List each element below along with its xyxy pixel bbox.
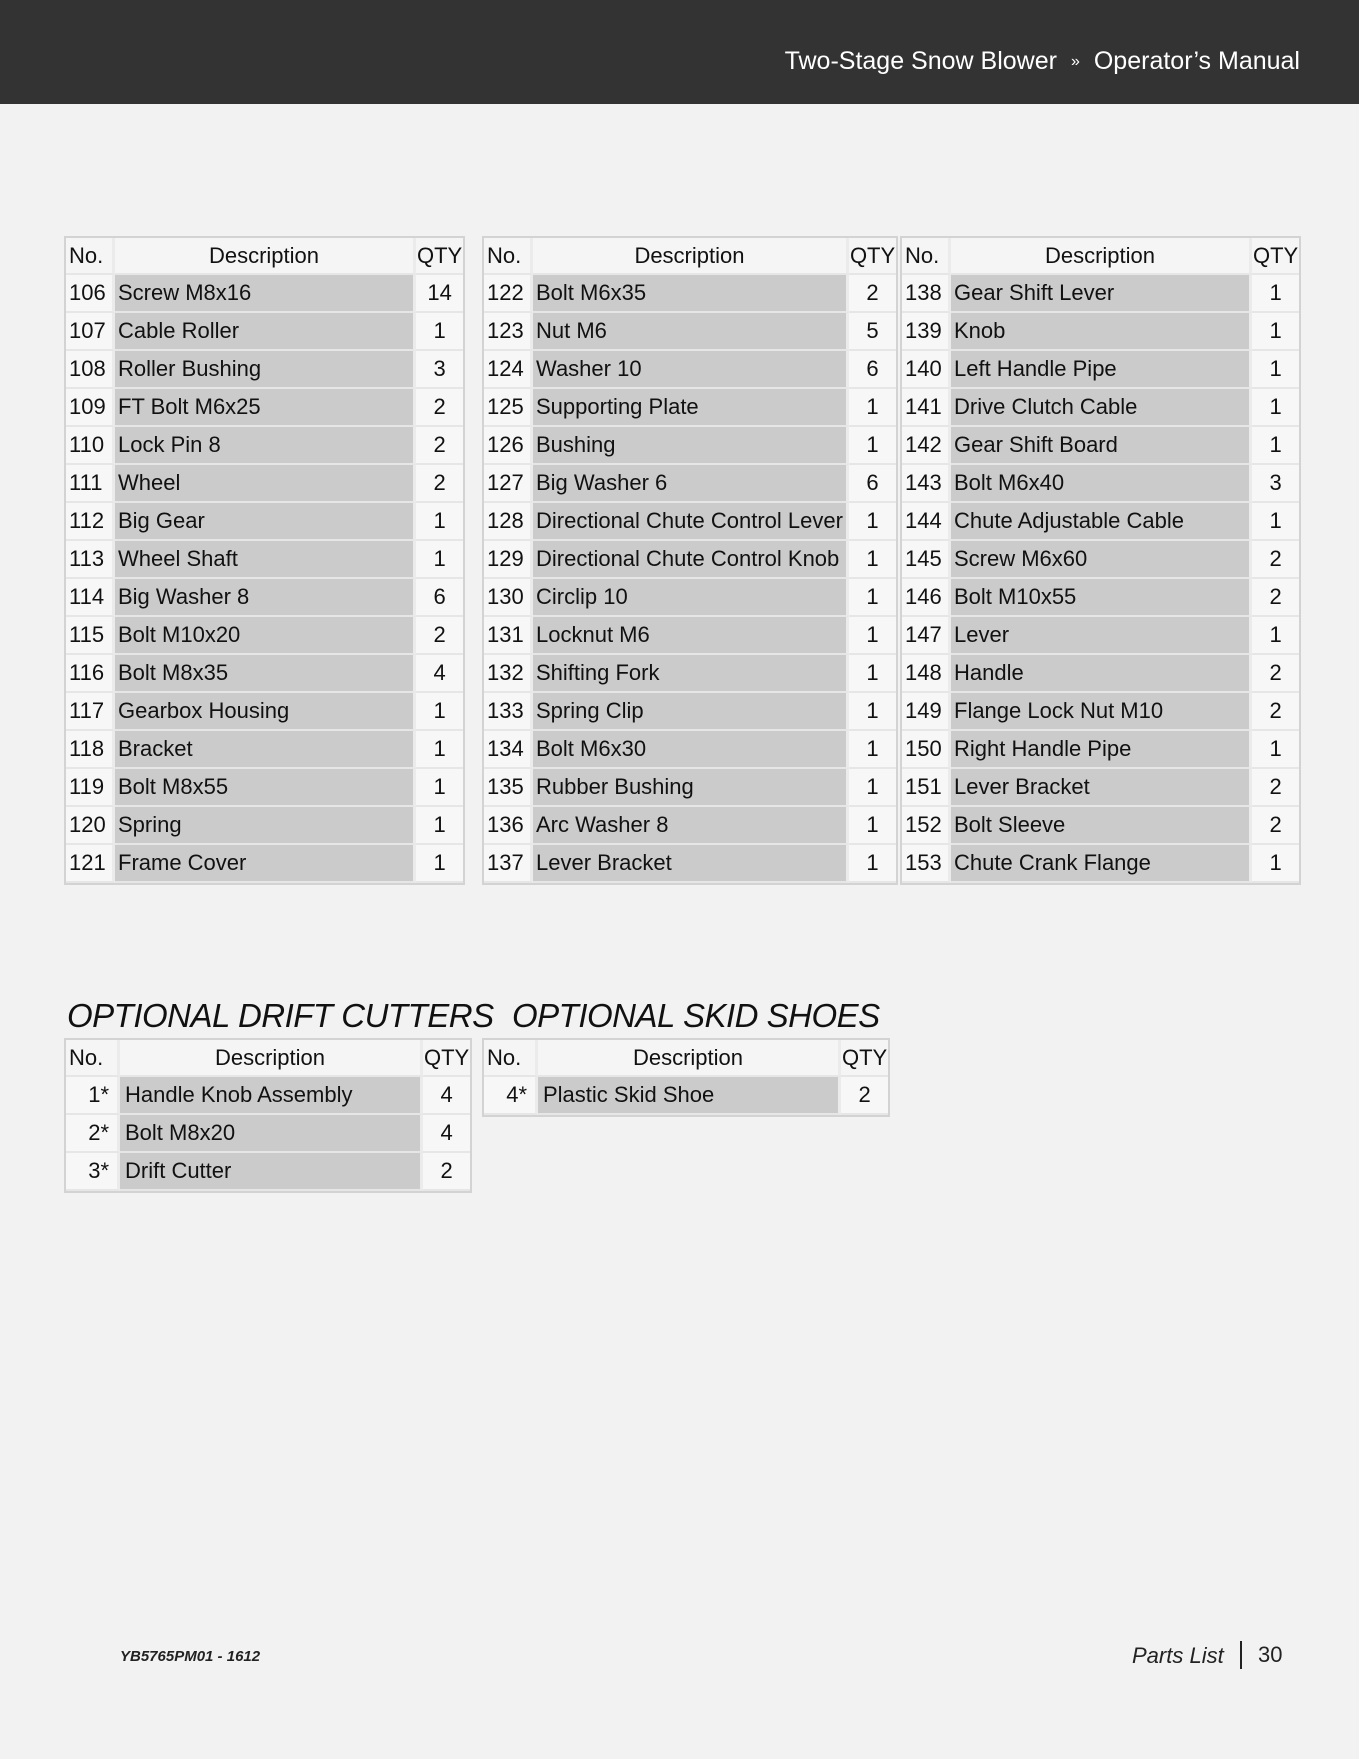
table-row (902, 427, 1299, 465)
part-number: 118 (66, 731, 115, 769)
part-number: 131 (484, 617, 533, 655)
part-number: 117 (66, 693, 115, 731)
part-description: Plastic Skid Shoe (538, 1077, 841, 1115)
part-number: 110 (66, 427, 115, 465)
part-description: Nut M6 (533, 313, 849, 351)
part-description: Drift Cutter (120, 1153, 423, 1191)
part-quantity: 2 (1252, 541, 1299, 579)
table-row (902, 693, 1299, 731)
part-quantity: 2 (1252, 655, 1299, 693)
page-header (0, 0, 1363, 104)
part-description: Arc Washer 8 (533, 807, 849, 845)
part-description: Bolt M10x55 (951, 579, 1252, 617)
skid-shoes-title: OPTIONAL SKID SHOES (512, 997, 880, 1034)
table-row (902, 541, 1299, 579)
part-number: 132 (484, 655, 533, 693)
header-qty: QTY (841, 1040, 888, 1077)
page-number: 30 (1258, 1642, 1283, 1667)
part-description: Handle (951, 655, 1252, 693)
part-description: Bolt M6x35 (533, 275, 849, 313)
part-quantity: 1 (416, 731, 463, 769)
part-quantity: 1 (1252, 427, 1299, 465)
part-quantity: 1 (416, 845, 463, 883)
part-description: Rubber Bushing (533, 769, 849, 807)
part-quantity: 1 (416, 693, 463, 731)
table-row (902, 769, 1299, 807)
table-row (484, 465, 896, 503)
table-row (902, 389, 1299, 427)
table-row (484, 579, 896, 617)
table-row (66, 465, 463, 503)
part-number: 128 (484, 503, 533, 541)
table-row (902, 845, 1299, 883)
table-row (902, 617, 1299, 655)
part-number: 115 (66, 617, 115, 655)
part-number: 130 (484, 579, 533, 617)
part-quantity: 1 (1252, 313, 1299, 351)
part-number: 129 (484, 541, 533, 579)
part-quantity: 1 (1252, 731, 1299, 769)
table-row (902, 465, 1299, 503)
part-description: Bolt M6x30 (533, 731, 849, 769)
part-description: Wheel (115, 465, 416, 503)
part-description: Chute Adjustable Cable (951, 503, 1252, 541)
header-description: Description (115, 238, 416, 275)
header-title (785, 47, 1300, 76)
part-number: 3* (66, 1153, 120, 1191)
part-number: 111 (66, 465, 115, 503)
part-quantity: 1 (1252, 845, 1299, 883)
part-number: 133 (484, 693, 533, 731)
table-header-row (902, 238, 1299, 275)
part-quantity: 1 (416, 503, 463, 541)
part-description: Spring (115, 807, 416, 845)
part-description: Wheel Shaft (115, 541, 416, 579)
part-description: Washer 10 (533, 351, 849, 389)
part-quantity: 1 (416, 313, 463, 351)
skid-shoes-table (482, 1038, 890, 1117)
header-manual: Operator’s Manual (1093, 47, 1300, 75)
table-row (66, 313, 463, 351)
table-row (66, 1153, 470, 1191)
part-description: Bolt M8x35 (115, 655, 416, 693)
header-no: No. (66, 1040, 120, 1077)
part-quantity: 1 (849, 731, 896, 769)
table-row (66, 389, 463, 427)
table-row (902, 313, 1299, 351)
part-number: 135 (484, 769, 533, 807)
table-row (484, 655, 896, 693)
table-row (66, 617, 463, 655)
part-description: Lever Bracket (533, 845, 849, 883)
part-number: 153 (902, 845, 951, 883)
part-quantity: 4 (423, 1077, 470, 1115)
part-quantity: 4 (423, 1115, 470, 1153)
part-description: Directional Chute Control Lever (533, 503, 849, 541)
part-number: 107 (66, 313, 115, 351)
part-number: 134 (484, 731, 533, 769)
part-quantity: 2 (416, 389, 463, 427)
table-row (902, 351, 1299, 389)
part-description: Cable Roller (115, 313, 416, 351)
part-description: Bracket (115, 731, 416, 769)
part-quantity: 4 (416, 655, 463, 693)
header-description: Description (533, 238, 849, 275)
header-qty: QTY (849, 238, 896, 275)
part-quantity: 1 (849, 693, 896, 731)
part-quantity: 5 (849, 313, 896, 351)
part-description: Gearbox Housing (115, 693, 416, 731)
part-number: 147 (902, 617, 951, 655)
part-quantity: 1 (849, 503, 896, 541)
table-row (66, 503, 463, 541)
part-quantity: 6 (849, 351, 896, 389)
header-product: Two-Stage Snow Blower (784, 47, 1057, 75)
part-number: 137 (484, 845, 533, 883)
table-row (484, 503, 896, 541)
part-description: Roller Bushing (115, 351, 416, 389)
part-quantity: 2 (841, 1077, 888, 1115)
part-description: Screw M6x60 (951, 541, 1252, 579)
drift-cutters-title: OPTIONAL DRIFT CUTTERS (67, 997, 494, 1034)
header-no: No. (902, 238, 951, 275)
table-row (902, 731, 1299, 769)
header-no: No. (484, 238, 533, 275)
table-row (484, 275, 896, 313)
parts-table-2 (482, 236, 898, 885)
part-description: Big Washer 8 (115, 579, 416, 617)
part-number: 150 (902, 731, 951, 769)
table-row (902, 503, 1299, 541)
table-header-row (66, 238, 463, 275)
table-row (66, 655, 463, 693)
part-quantity: 1 (849, 655, 896, 693)
part-number: 109 (66, 389, 115, 427)
part-description: Circlip 10 (533, 579, 849, 617)
part-number: 145 (902, 541, 951, 579)
part-number: 142 (902, 427, 951, 465)
part-number: 114 (66, 579, 115, 617)
drift-cutters-table (64, 1038, 472, 1193)
part-quantity: 14 (416, 275, 463, 313)
part-number: 151 (902, 769, 951, 807)
part-description: Flange Lock Nut M10 (951, 693, 1252, 731)
part-quantity: 1 (849, 389, 896, 427)
part-quantity: 1 (849, 579, 896, 617)
table-row (66, 1077, 470, 1115)
part-description: Bolt M8x55 (115, 769, 416, 807)
part-number: 126 (484, 427, 533, 465)
part-description: Frame Cover (115, 845, 416, 883)
part-number: 143 (902, 465, 951, 503)
part-description: Knob (951, 313, 1252, 351)
part-quantity: 1 (416, 807, 463, 845)
part-number: 125 (484, 389, 533, 427)
table-row (902, 275, 1299, 313)
table-row (484, 389, 896, 427)
part-quantity: 2 (423, 1153, 470, 1191)
part-number: 148 (902, 655, 951, 693)
part-number: 139 (902, 313, 951, 351)
table-row (66, 731, 463, 769)
parts-table-1 (64, 236, 465, 885)
part-quantity: 1 (849, 427, 896, 465)
part-number: 140 (902, 351, 951, 389)
part-description: Big Washer 6 (533, 465, 849, 503)
part-quantity: 1 (1252, 351, 1299, 389)
part-description: Bolt M10x20 (115, 617, 416, 655)
part-number: 123 (484, 313, 533, 351)
part-quantity: 1 (416, 541, 463, 579)
part-quantity: 6 (416, 579, 463, 617)
page-edge (1359, 0, 1363, 1759)
table-row (484, 351, 896, 389)
part-description: Lock Pin 8 (115, 427, 416, 465)
table-row (484, 313, 896, 351)
table-row (902, 579, 1299, 617)
part-quantity: 1 (1252, 389, 1299, 427)
part-number: 146 (902, 579, 951, 617)
table-row (484, 427, 896, 465)
header-qty: QTY (1252, 238, 1299, 275)
part-quantity: 2 (416, 617, 463, 655)
part-number: 116 (66, 655, 115, 693)
part-number: 149 (902, 693, 951, 731)
document-code: YB5765PM01 - 1612 (120, 1648, 261, 1665)
part-description: Supporting Plate (533, 389, 849, 427)
part-description: Bolt M6x40 (951, 465, 1252, 503)
part-quantity: 1 (1252, 503, 1299, 541)
part-quantity: 2 (416, 427, 463, 465)
header-no: No. (66, 238, 115, 275)
table-row (484, 617, 896, 655)
table-row (902, 655, 1299, 693)
table-row (66, 351, 463, 389)
part-description: Shifting Fork (533, 655, 849, 693)
table-row (484, 845, 896, 883)
part-number: 4* (484, 1077, 538, 1115)
part-number: 121 (66, 845, 115, 883)
part-quantity: 6 (849, 465, 896, 503)
part-quantity: 1 (1252, 617, 1299, 655)
part-description: Bolt M8x20 (120, 1115, 423, 1153)
part-quantity: 2 (416, 465, 463, 503)
header-description: Description (951, 238, 1252, 275)
part-description: Gear Shift Board (951, 427, 1252, 465)
part-description: Gear Shift Lever (951, 275, 1252, 313)
table-header-row (66, 1040, 470, 1077)
table-header-row (484, 238, 896, 275)
part-number: 138 (902, 275, 951, 313)
header-no: No. (484, 1040, 538, 1077)
part-quantity: 1 (849, 845, 896, 883)
header-qty: QTY (416, 238, 463, 275)
part-description: Directional Chute Control Knob (533, 541, 849, 579)
part-description: Right Handle Pipe (951, 731, 1252, 769)
part-description: Locknut M6 (533, 617, 849, 655)
table-row (484, 693, 896, 731)
part-number: 127 (484, 465, 533, 503)
part-number: 2* (66, 1115, 120, 1153)
part-quantity: 1 (849, 807, 896, 845)
table-row (484, 1077, 888, 1115)
table-row (66, 807, 463, 845)
part-number: 122 (484, 275, 533, 313)
part-number: 124 (484, 351, 533, 389)
part-description: Handle Knob Assembly (120, 1077, 423, 1115)
table-row (66, 275, 463, 313)
part-number: 136 (484, 807, 533, 845)
header-separator: » (1070, 53, 1080, 70)
table-row (66, 1115, 470, 1153)
header-description: Description (538, 1040, 841, 1077)
part-quantity: 2 (1252, 693, 1299, 731)
part-quantity: 2 (1252, 579, 1299, 617)
parts-table-3 (900, 236, 1301, 885)
part-number: 112 (66, 503, 115, 541)
part-quantity: 3 (1252, 465, 1299, 503)
part-description: Lever (951, 617, 1252, 655)
table-row (66, 769, 463, 807)
part-quantity: 1 (849, 769, 896, 807)
part-description: Bolt Sleeve (951, 807, 1252, 845)
table-row (66, 693, 463, 731)
table-row (66, 845, 463, 883)
table-row (66, 541, 463, 579)
part-description: Lever Bracket (951, 769, 1252, 807)
part-number: 119 (66, 769, 115, 807)
part-number: 106 (66, 275, 115, 313)
part-quantity: 2 (1252, 769, 1299, 807)
part-description: FT Bolt M6x25 (115, 389, 416, 427)
table-row (484, 769, 896, 807)
part-number: 152 (902, 807, 951, 845)
footer-divider (1240, 1641, 1242, 1669)
part-quantity: 2 (849, 275, 896, 313)
table-row (66, 427, 463, 465)
part-quantity: 1 (1252, 275, 1299, 313)
part-quantity: 1 (849, 617, 896, 655)
part-number: 1* (66, 1077, 120, 1115)
part-number: 108 (66, 351, 115, 389)
part-description: Bushing (533, 427, 849, 465)
part-quantity: 2 (1252, 807, 1299, 845)
table-row (902, 807, 1299, 845)
part-number: 144 (902, 503, 951, 541)
part-number: 141 (902, 389, 951, 427)
part-description: Big Gear (115, 503, 416, 541)
header-qty: QTY (423, 1040, 470, 1077)
table-row (484, 807, 896, 845)
footer-section-name: Parts List (1132, 1643, 1224, 1668)
table-row (484, 541, 896, 579)
part-quantity: 1 (849, 541, 896, 579)
part-quantity: 1 (416, 769, 463, 807)
part-number: 120 (66, 807, 115, 845)
table-row (66, 579, 463, 617)
part-description: Chute Crank Flange (951, 845, 1252, 883)
table-header-row (484, 1040, 888, 1077)
part-description: Spring Clip (533, 693, 849, 731)
part-description: Left Handle Pipe (951, 351, 1252, 389)
part-number: 113 (66, 541, 115, 579)
table-row (484, 731, 896, 769)
part-quantity: 3 (416, 351, 463, 389)
part-description: Screw M8x16 (115, 275, 416, 313)
header-description: Description (120, 1040, 423, 1077)
part-description: Drive Clutch Cable (951, 389, 1252, 427)
